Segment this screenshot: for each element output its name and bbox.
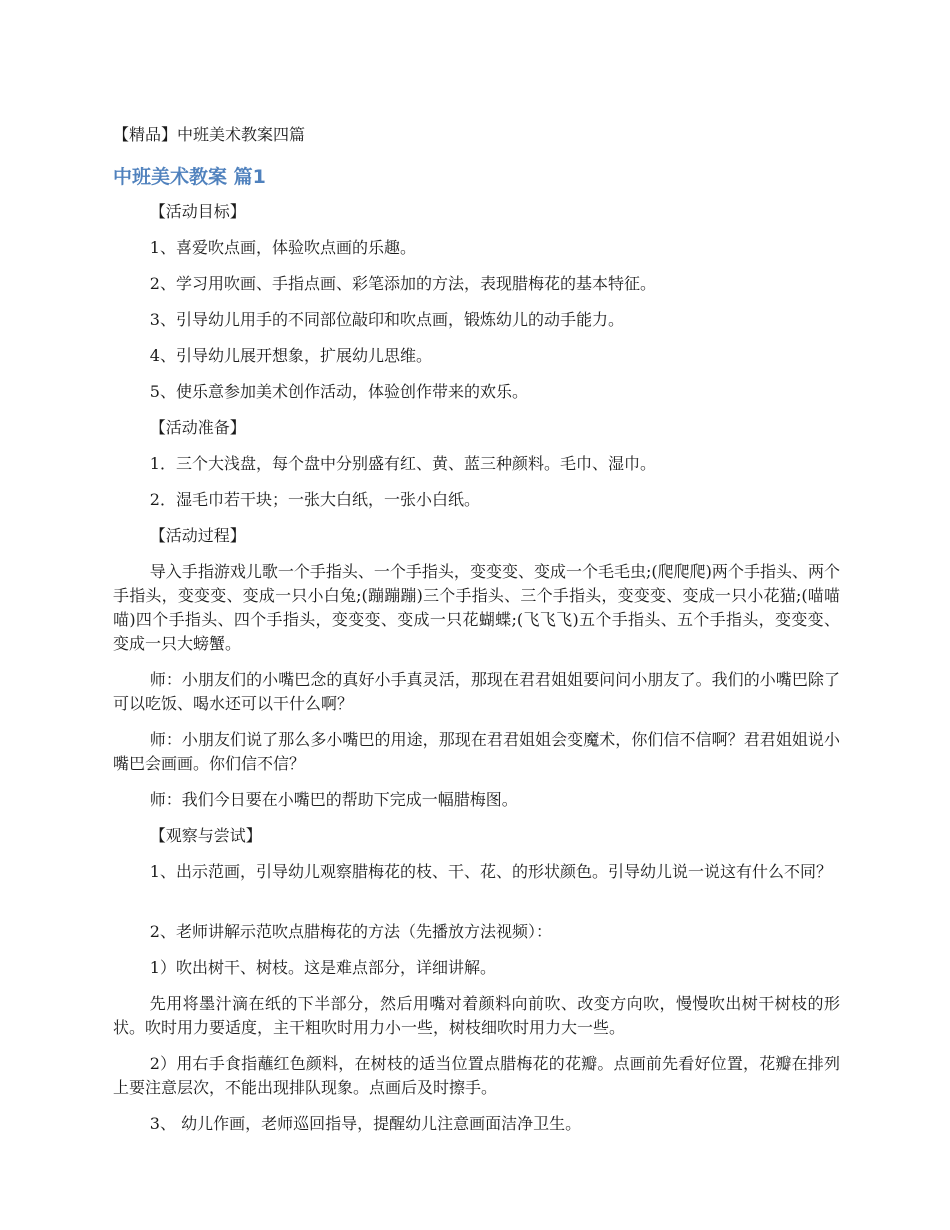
body-paragraph: 2、老师讲解示范吹点腊梅花的方法（先播放方法视频）： — [149, 922, 552, 941]
preparation-item: 2．湿毛巾若干块；一张大白纸，一张小白纸。 — [149, 490, 480, 509]
subheading-activity-goals: 【活动目标】 — [149, 202, 246, 221]
goal-item: 3、引导幼儿用手的不同部位敲印和吹点画，锻炼幼儿的动手能力。 — [149, 310, 624, 329]
body-paragraph: 1）吹出树干、树枝。这是难点部分，详细讲解。 — [149, 958, 496, 977]
document-page — [113, 122, 840, 1148]
goal-item: 1、喜爱吹点画，体验吹点画的乐趣。 — [149, 238, 416, 257]
document-title: 【精品】中班美术教案四篇 — [113, 125, 306, 144]
goal-item: 5、使乐意参加美术创作活动，体验创作带来的欢乐。 — [149, 382, 528, 401]
body-paragraph: 1、出示范画，引导幼儿观察腊梅花的枝、干、花、的形状颜色。引导幼儿说一说这有什么不同？ — [149, 862, 832, 881]
body-paragraph: 先用将墨汁滴在纸的下半部分，然后用嘴对着颜料向前吹、改变方向吹，慢慢吹出树干树枝的形状。吹时用力要适度，主干粗吹时用力小一些，树枝细吹时用力大一些。 — [113, 994, 840, 1037]
body-paragraph: 3、 幼儿作画，老师巡回指导，提醒幼儿注意画面洁净卫生。 — [149, 1114, 582, 1133]
subheading-activity-preparation: 【活动准备】 — [149, 418, 246, 437]
goal-item: 4、引导幼儿展开想象，扩展幼儿思维。 — [149, 346, 432, 365]
body-paragraph: 师：我们今日要在小嘴巴的帮助下完成一幅腊梅图。 — [149, 790, 518, 809]
subheading-activity-process: 【活动过程】 — [149, 526, 246, 545]
subheading-observe-and-try: 【观察与尝试】 — [149, 826, 262, 845]
body-paragraph: 2）用右手食指蘸红色颜料，在树枝的适当位置点腊梅花的花瓣。点画前先看好位置，花瓣在排列上要注意层次，不能出现排队现象。点画后及时擦手。 — [113, 1054, 840, 1097]
body-paragraph: 师：小朋友们说了那么多小嘴巴的用途，那现在君君姐姐会变魔术，你们信不信啊？君君姐姐说小嘴巴会画画。你们信不信？ — [113, 730, 840, 773]
body-paragraph: 师：小朋友们的小嘴巴念的真好小手真灵活，那现在君君姐姐要问问小朋友了。我们的小嘴巴除了可以吃饭、喝水还可以干什么啊？ — [113, 670, 840, 713]
preparation-item: 1．三个大浅盘，每个盘中分别盛有红、黄、蓝三种颜料。毛巾、湿巾。 — [149, 454, 656, 473]
goal-item: 2、学习用吹画、手指点画、彩笔添加的方法，表现腊梅花的基本特征。 — [149, 274, 656, 293]
section-heading: 中班美术教案 篇1 — [113, 166, 266, 188]
body-paragraph: 导入手指游戏儿歌一个手指头、一个手指头，变变变、变成一个毛毛虫;(爬爬爬)两个手指头、两个手指头，变变变、变成一只小白兔;(蹦蹦蹦)三个手指头、三个手指头，变变变、变成一只小花猫;(喵喵喵)四个手指头、四个手指头，变变变、变成一只花蝴蝶;(飞飞飞)五个手指头、五个手指头，变变变、变成一只大螃蟹。 — [113, 562, 840, 653]
